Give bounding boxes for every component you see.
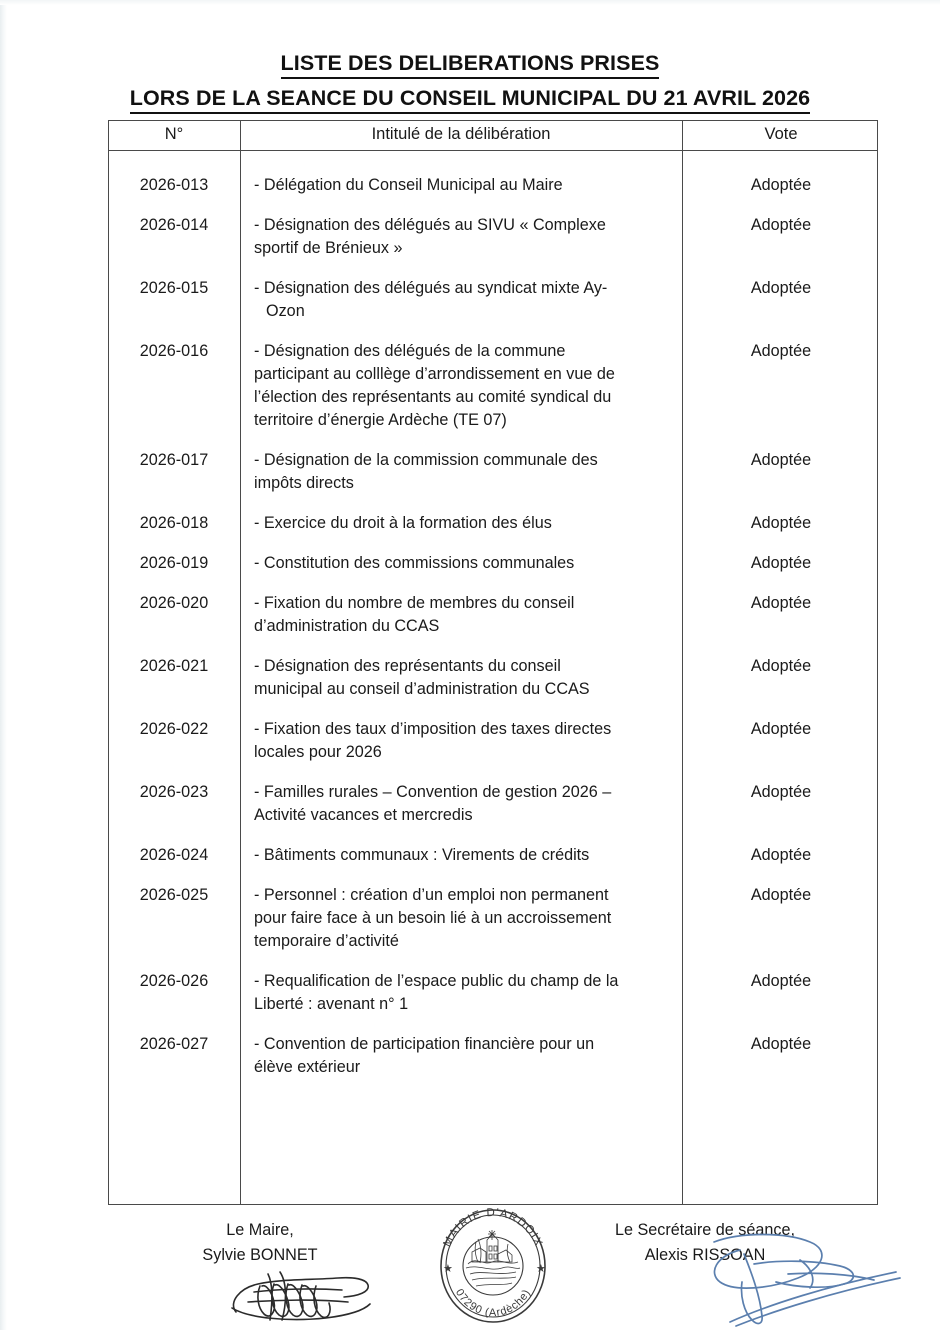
column-header-number: N° — [164, 125, 184, 143]
mayor-signature-block — [150, 1218, 370, 1268]
svg-text:MAIRIE D'ARDOIX — [441, 1207, 544, 1249]
table-row — [108, 1016, 880, 1079]
table-row — [108, 197, 880, 260]
deliberation-number: 2026-016 — [139, 342, 209, 360]
deliberation-number: 2026-013 — [139, 176, 209, 194]
mayor-name-label: Sylvie BONNET — [202, 1246, 318, 1265]
secretary-role-label: Le Secrétaire de séance, — [615, 1221, 795, 1239]
document-title-line-1 — [0, 52, 940, 79]
deliberation-number: 2026-021 — [139, 657, 209, 675]
deliberation-number: 2026-027 — [139, 1035, 209, 1053]
table-header — [108, 120, 880, 150]
deliberation-label-line: temporaire d’activité — [254, 932, 399, 950]
table-row — [108, 827, 880, 867]
table-column-divider-2 — [682, 120, 683, 1205]
table-row — [108, 260, 880, 323]
scan-edge-left — [0, 0, 7, 1330]
deliberation-number: 2026-014 — [139, 216, 209, 234]
vote-result: Adoptée — [750, 342, 812, 360]
table-row — [108, 323, 880, 432]
deliberation-label-line: élève extérieur — [254, 1058, 361, 1076]
vote-result: Adoptée — [750, 972, 812, 990]
vote-result: Adoptée — [750, 554, 812, 572]
deliberation-number: 2026-019 — [139, 554, 209, 572]
vote-result: Adoptée — [750, 216, 812, 234]
table-body — [108, 150, 880, 1079]
deliberation-label-line: - Constitution des commissions communales — [254, 554, 575, 572]
deliberation-label-line: municipal au conseil d’administration du CCAS — [254, 680, 590, 698]
vote-result: Adoptée — [750, 451, 812, 469]
deliberation-label-line: - Requalification de l’espace public du champ de la — [254, 972, 619, 990]
deliberation-label-line: - Désignation des délégués de la commune — [254, 342, 566, 360]
deliberation-label — [240, 535, 682, 575]
deliberation-label — [240, 432, 682, 495]
deliberation-label — [240, 197, 682, 260]
table-row — [108, 150, 880, 197]
table-row — [108, 701, 880, 764]
deliberation-label-line: - Délégation du Conseil Municipal au Maire — [254, 176, 563, 194]
deliberation-label-line: - Personnel : création d’un emploi non permanent — [254, 886, 609, 904]
title-line-2-text: LORS DE LA SEANCE DU CONSEIL MUNICIPAL DU 21 AVRIL 2026 — [130, 87, 810, 114]
deliberation-number: 2026-018 — [139, 514, 209, 532]
vote-result: Adoptée — [750, 720, 812, 738]
secretary-name-label: Alexis RISSOAN — [644, 1246, 766, 1265]
deliberation-number: 2026-017 — [139, 451, 209, 469]
vote-result: Adoptée — [750, 514, 812, 532]
deliberation-label-line: - Fixation du nombre de membres du conseil — [254, 594, 575, 612]
deliberation-number: 2026-026 — [139, 972, 209, 990]
deliberation-number: 2026-023 — [139, 783, 209, 801]
deliberation-label-line: territoire d’énergie Ardèche (TE 07) — [254, 411, 507, 429]
vote-result: Adoptée — [750, 1035, 812, 1053]
deliberation-label-line: - Désignation de la commission communale des — [254, 451, 598, 469]
deliberation-label — [240, 495, 682, 535]
mayor-handwritten-signature — [218, 1262, 388, 1330]
deliberation-number: 2026-025 — [139, 886, 209, 904]
table-row — [108, 535, 880, 575]
deliberation-label — [240, 323, 682, 432]
deliberation-label-line: - Exercice du droit à la formation des élus — [254, 514, 552, 532]
deliberation-label-line: - Fixation des taux d’imposition des taxes directes — [254, 720, 612, 738]
deliberation-label-line: - Désignation des représentants du conseil — [254, 657, 561, 675]
deliberation-label — [240, 150, 682, 197]
table-header-divider — [108, 150, 878, 151]
deliberation-label-line: Ozon — [266, 302, 305, 320]
deliberation-label-line: Activité vacances et mercredis — [254, 806, 473, 824]
deliberation-number: 2026-020 — [139, 594, 209, 612]
table-column-divider-1 — [240, 120, 241, 1205]
deliberation-label-line: - Désignation des délégués au syndicat mixte Ay- — [254, 279, 608, 297]
deliberation-label — [240, 638, 682, 701]
table-row — [108, 575, 880, 638]
vote-result: Adoptée — [750, 886, 812, 904]
vote-result: Adoptée — [750, 783, 812, 801]
vote-result: Adoptée — [750, 846, 812, 864]
deliberation-label-line: d’administration du CCAS — [254, 617, 440, 635]
table-header-row — [108, 120, 880, 150]
deliberation-label-line: locales pour 2026 — [254, 743, 382, 761]
table-row — [108, 867, 880, 953]
stamp-bottom-text: 07290 (Ardèche) — [452, 1287, 534, 1319]
deliberation-label — [240, 260, 682, 323]
table-row — [108, 432, 880, 495]
vote-result: Adoptée — [750, 657, 812, 675]
mayor-role-label: Le Maire, — [226, 1221, 294, 1239]
table-row — [108, 953, 880, 1016]
deliberation-label — [240, 764, 682, 827]
deliberation-label-line: - Désignation des délégués au SIVU « Complexe — [254, 216, 606, 234]
deliberation-label-line: l’élection des représentants au comité syndical du — [254, 388, 612, 406]
column-header-vote: Vote — [764, 125, 798, 143]
deliberation-label-line: - Bâtiments communaux : Virements de crédits — [254, 846, 590, 864]
deliberation-label — [240, 701, 682, 764]
deliberation-label — [240, 867, 682, 953]
deliberation-label — [240, 953, 682, 1016]
deliberation-label — [240, 575, 682, 638]
scan-edge-top — [0, 0, 940, 5]
secretary-signature-block — [580, 1218, 830, 1268]
deliberation-number: 2026-022 — [139, 720, 209, 738]
deliberation-label-line: Liberté : avenant n° 1 — [254, 995, 409, 1013]
stamp-top-text: MAIRIE D'ARDOIX — [441, 1206, 545, 1249]
deliberation-label-line: pour faire face à un besoin lié à un accroissement — [254, 909, 612, 927]
column-header-label: Intitulé de la délibération — [371, 125, 551, 143]
title-line-1-text: LISTE DES DELIBERATIONS PRISES — [281, 52, 660, 79]
stamp-village-engraving — [466, 1230, 520, 1286]
table-row — [108, 764, 880, 827]
document-title-line-2 — [0, 87, 940, 114]
deliberation-label-line: impôts directs — [254, 474, 354, 492]
deliberation-label — [240, 1016, 682, 1079]
vote-result: Adoptée — [750, 176, 812, 194]
deliberation-number: 2026-024 — [139, 846, 209, 864]
deliberation-label-line: - Familles rurales – Convention de gestion 2026 – — [254, 783, 612, 801]
deliberation-label-line: sportif de Brénieux » — [254, 239, 403, 257]
deliberation-label-line: participant au colllège d’arrondissement en vue de — [254, 365, 615, 383]
official-stamp — [432, 1206, 554, 1324]
table-row — [108, 638, 880, 701]
stamp-star-left-icon: ★ — [443, 1263, 453, 1275]
deliberations-table — [108, 120, 880, 1079]
vote-result: Adoptée — [750, 594, 812, 612]
vote-result: Adoptée — [750, 279, 812, 297]
deliberation-number: 2026-015 — [139, 279, 209, 297]
deliberation-label — [240, 827, 682, 867]
table-row — [108, 495, 880, 535]
deliberation-label-line: - Convention de participation financière pour un — [254, 1035, 595, 1053]
stamp-star-right-icon: ★ — [536, 1263, 546, 1275]
